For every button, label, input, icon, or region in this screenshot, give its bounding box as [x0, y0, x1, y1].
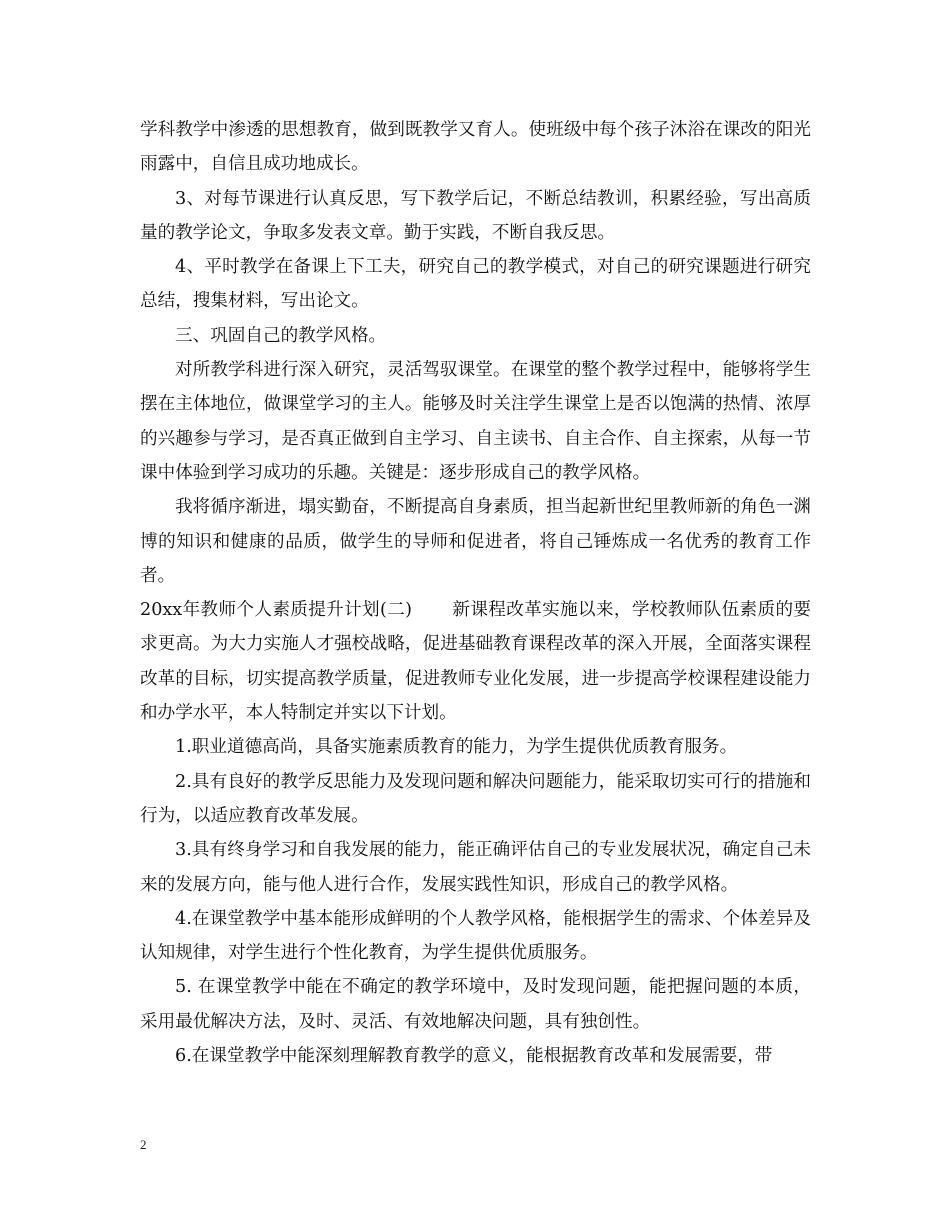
document-body: [140, 113, 811, 1073]
paragraph: 学科教学中渗透的思想教育，做到既教学又育人。使班级中每个孩子沐浴在课改的阳光雨露中，自信且成功地成长。: [140, 120, 811, 175]
list-item: 5. 在课堂教学中能在不确定的教学环境中，及时发现问题，能把握问题的本质，采用最优解决方法，及时、灵活、有效地解决问题，具有独创性。: [140, 977, 811, 1032]
paragraph: 对所教学科进行深入研究，灵活驾驭课堂。在课堂的整个教学过程中，能够将学生摆在主体地位，做课堂学习的主人。能够及时关注学生课堂上是否以饱满的热情、浓厚的兴趣参与学习，是否真正做到自主学习、自主读书、自主合作、自主探索，从每一节课中体验到学习成功的乐趣。关键是：逐步形成自己的教学风格。: [140, 360, 811, 483]
section-title: 20xx年教师个人素质提升计划(二): [140, 600, 413, 621]
section-intro-paragraph: [140, 593, 811, 730]
section-heading: 三、巩固自己的教学风格。: [175, 325, 387, 346]
list-item: 4.在课堂教学中基本能形成鲜明的个人教学风格，能根据学生的需求、个体差异及认知规律，对学生进行个性化教育，为学生提供优质服务。: [140, 908, 811, 964]
list-item: 3.具有终身学习和自我发展的能力，能正确评估自己的专业发展状况，确定自己未来的发展方向，能与他人进行合作，发展实践性知识，形成自己的教学风格。: [140, 840, 811, 895]
list-item: 1.职业道德高尚，具备实施素质教育的能力，为学生提供优质教育服务。: [175, 737, 738, 758]
paragraph: 4、平时教学在备课上下工夫，研究自己的教学模式，对自己的研究课题进行研究总结，搜集材料，写出论文。: [140, 257, 811, 312]
list-item: 2.具有良好的教学反思能力及发现问题和解决问题能力，能采取切实可行的措施和行为，以适应教育改革发展。: [140, 771, 811, 826]
section-intro: 新课程改革实施以来，学校教师队伍素质的要求更高。为大力实施人才强校战略，促进基础教育课程改革的深入开展，全面落实课程改革的目标，切实提高教学质量，促进教师专业化发展，进一步提高学校课程建设能力和办学水平，本人特制定并实以下计划。: [140, 600, 811, 724]
list-item: 6.在课堂教学中能深刻理解教育教学的意义，能根据教育改革和发展需要，带: [175, 1046, 773, 1067]
paragraph: 我将循序渐进，塌实勤奋，不断提高自身素质，担当起新世纪里教师新的角色一渊博的知识和健康的品质，做学生的导师和促进者，将自己锤炼成一名优秀的教育工作者。: [140, 497, 811, 586]
paragraph: 3、对每节课进行认真反思，写下教学后记，不断总结教训，积累经验，写出高质量的教学论文，争取多发表文章。勤于实践，不断自我反思。: [140, 188, 811, 243]
page-number: 2: [140, 1137, 147, 1152]
